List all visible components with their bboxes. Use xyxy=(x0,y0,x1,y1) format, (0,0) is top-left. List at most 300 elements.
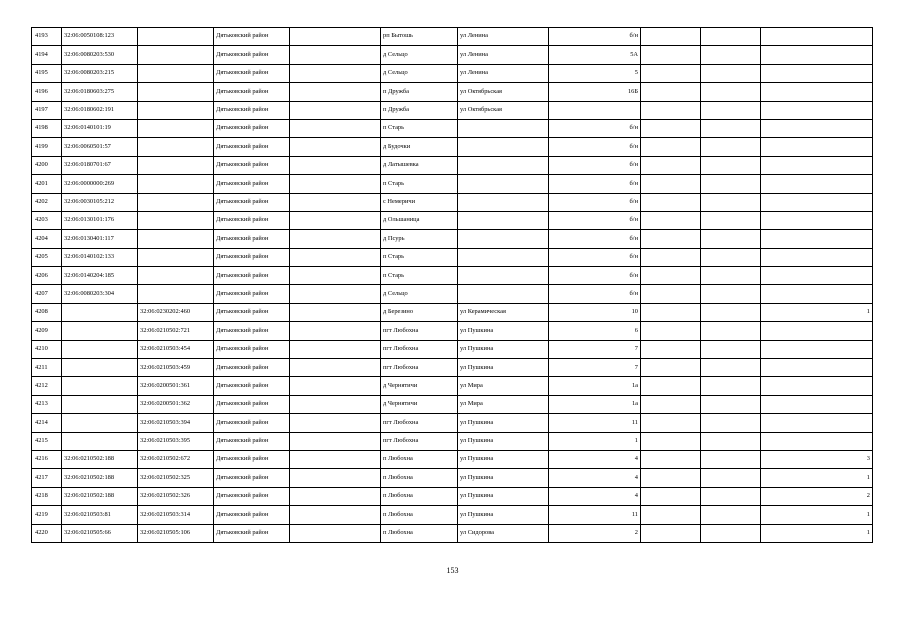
row-number-cell: 4217 xyxy=(32,469,62,487)
street-cell: ул Ленина xyxy=(458,28,549,46)
count-cell xyxy=(761,377,873,395)
row-number-cell: 4213 xyxy=(32,395,62,413)
district-cell: Дятьковский район xyxy=(214,175,290,193)
table-row xyxy=(32,138,873,156)
district-cell: Дятьковский район xyxy=(214,267,290,285)
row-number-cell: 4197 xyxy=(32,101,62,119)
blank-cell-cell xyxy=(641,211,701,229)
cadastral-number-2-cell: 32:06:0210502:672 xyxy=(138,450,214,468)
blank-cell-cell xyxy=(290,340,381,358)
house-number-cell: б/н xyxy=(549,285,641,303)
count-cell xyxy=(761,414,873,432)
count-cell xyxy=(761,248,873,266)
locality-cell: д Сельцо xyxy=(381,285,458,303)
cadastral-number-2-cell: 32:06:0210502:325 xyxy=(138,469,214,487)
cadastral-number-cell: 32:06:0210502:188 xyxy=(62,450,138,468)
registry-table xyxy=(31,27,873,543)
blank-cell-cell xyxy=(290,138,381,156)
cadastral-number-2-cell xyxy=(138,138,214,156)
locality-cell: д Псурь xyxy=(381,230,458,248)
cadastral-number-2-cell xyxy=(138,285,214,303)
house-number-cell: б/н xyxy=(549,119,641,137)
table-row xyxy=(32,119,873,137)
house-number-cell: 11 xyxy=(549,414,641,432)
house-number-cell: 10 xyxy=(549,303,641,321)
locality-cell: д Ольшаница xyxy=(381,211,458,229)
blank-cell-cell xyxy=(701,83,761,101)
cadastral-number-cell: 32:06:0210503:81 xyxy=(62,506,138,524)
row-number-cell: 4195 xyxy=(32,64,62,82)
blank-cell-cell xyxy=(641,28,701,46)
table-row xyxy=(32,359,873,377)
blank-cell-cell xyxy=(701,303,761,321)
street-cell: ул Керамическая xyxy=(458,303,549,321)
table-row xyxy=(32,395,873,413)
blank-cell-cell xyxy=(641,322,701,340)
district-cell: Дятьковский район xyxy=(214,193,290,211)
cadastral-number-cell xyxy=(62,322,138,340)
locality-cell: д Будочки xyxy=(381,138,458,156)
table-row xyxy=(32,248,873,266)
street-cell: ул Пушкина xyxy=(458,359,549,377)
blank-cell-cell xyxy=(701,193,761,211)
row-number-cell: 4198 xyxy=(32,119,62,137)
street-cell xyxy=(458,230,549,248)
blank-cell-cell xyxy=(641,506,701,524)
count-cell xyxy=(761,64,873,82)
house-number-cell xyxy=(549,101,641,119)
blank-cell-cell xyxy=(701,395,761,413)
cadastral-number-cell: 32:06:0060501:57 xyxy=(62,138,138,156)
locality-cell: д Березино xyxy=(381,303,458,321)
blank-cell-cell xyxy=(701,487,761,505)
blank-cell-cell xyxy=(290,487,381,505)
row-number-cell: 4220 xyxy=(32,524,62,542)
blank-cell-cell xyxy=(701,101,761,119)
table-row xyxy=(32,450,873,468)
street-cell xyxy=(458,267,549,285)
blank-cell-cell xyxy=(290,469,381,487)
table-row xyxy=(32,377,873,395)
district-cell: Дятьковский район xyxy=(214,230,290,248)
blank-cell-cell xyxy=(290,193,381,211)
district-cell: Дятьковский район xyxy=(214,83,290,101)
row-number-cell: 4201 xyxy=(32,175,62,193)
count-cell xyxy=(761,395,873,413)
table-row xyxy=(32,175,873,193)
locality-cell: п Любохна xyxy=(381,469,458,487)
blank-cell-cell xyxy=(641,101,701,119)
house-number-cell: б/н xyxy=(549,230,641,248)
blank-cell-cell xyxy=(290,46,381,64)
locality-cell: с Немеричи xyxy=(381,193,458,211)
house-number-cell: б/н xyxy=(549,267,641,285)
cadastral-number-cell: 32:06:0080203:215 xyxy=(62,64,138,82)
cadastral-number-2-cell: 32:06:0210503:394 xyxy=(138,414,214,432)
cadastral-number-2-cell xyxy=(138,175,214,193)
house-number-cell: б/н xyxy=(549,193,641,211)
cadastral-number-2-cell xyxy=(138,248,214,266)
house-number-cell: б/н xyxy=(549,28,641,46)
blank-cell-cell xyxy=(290,28,381,46)
locality-cell: п Дружба xyxy=(381,83,458,101)
house-number-cell: 11 xyxy=(549,506,641,524)
district-cell: Дятьковский район xyxy=(214,395,290,413)
locality-cell: п Старь xyxy=(381,119,458,137)
cadastral-number-2-cell: 32:06:0200501:361 xyxy=(138,377,214,395)
street-cell: ул Мира xyxy=(458,377,549,395)
locality-cell: п Любохна xyxy=(381,524,458,542)
row-number-cell: 4199 xyxy=(32,138,62,156)
cadastral-number-2-cell: 32:06:0210503:454 xyxy=(138,340,214,358)
street-cell xyxy=(458,119,549,137)
blank-cell-cell xyxy=(701,138,761,156)
cadastral-number-cell: 32:06:0180701:67 xyxy=(62,156,138,174)
table-body xyxy=(32,28,873,543)
table-row xyxy=(32,211,873,229)
district-cell: Дятьковский район xyxy=(214,138,290,156)
table-row xyxy=(32,524,873,542)
row-number-cell: 4212 xyxy=(32,377,62,395)
blank-cell-cell xyxy=(701,64,761,82)
blank-cell-cell xyxy=(290,230,381,248)
count-cell xyxy=(761,432,873,450)
count-cell xyxy=(761,119,873,137)
street-cell: ул Пушкина xyxy=(458,506,549,524)
street-cell: ул Октябрьская xyxy=(458,83,549,101)
blank-cell-cell xyxy=(641,450,701,468)
count-cell: 1 xyxy=(761,469,873,487)
district-cell: Дятьковский район xyxy=(214,414,290,432)
count-cell xyxy=(761,156,873,174)
district-cell: Дятьковский район xyxy=(214,303,290,321)
blank-cell-cell xyxy=(290,359,381,377)
house-number-cell: 5 xyxy=(549,64,641,82)
blank-cell-cell xyxy=(701,469,761,487)
locality-cell: пгт Любохна xyxy=(381,432,458,450)
blank-cell-cell xyxy=(290,303,381,321)
table-row xyxy=(32,28,873,46)
cadastral-number-2-cell: 32:06:0210502:721 xyxy=(138,322,214,340)
blank-cell-cell xyxy=(641,46,701,64)
blank-cell-cell xyxy=(641,193,701,211)
table-row xyxy=(32,340,873,358)
cadastral-number-2-cell: 32:06:0200501:362 xyxy=(138,395,214,413)
cadastral-number-cell xyxy=(62,377,138,395)
blank-cell-cell xyxy=(290,377,381,395)
cadastral-number-cell: 32:06:0140101:19 xyxy=(62,119,138,137)
street-cell xyxy=(458,193,549,211)
blank-cell-cell xyxy=(701,175,761,193)
count-cell xyxy=(761,230,873,248)
blank-cell-cell xyxy=(641,303,701,321)
blank-cell-cell xyxy=(290,414,381,432)
locality-cell: п Любохна xyxy=(381,506,458,524)
blank-cell-cell xyxy=(641,83,701,101)
locality-cell: п Любохна xyxy=(381,450,458,468)
house-number-cell: б/н xyxy=(549,248,641,266)
cadastral-number-2-cell xyxy=(138,119,214,137)
house-number-cell: 7 xyxy=(549,340,641,358)
district-cell: Дятьковский район xyxy=(214,524,290,542)
blank-cell-cell xyxy=(290,83,381,101)
cadastral-number-cell: 32:06:0210505:66 xyxy=(62,524,138,542)
blank-cell-cell xyxy=(701,285,761,303)
house-number-cell: 6 xyxy=(549,322,641,340)
row-number-cell: 4209 xyxy=(32,322,62,340)
count-cell xyxy=(761,211,873,229)
locality-cell: д Латышевка xyxy=(381,156,458,174)
row-number-cell: 4218 xyxy=(32,487,62,505)
locality-cell: п Дружба xyxy=(381,101,458,119)
table-row xyxy=(32,46,873,64)
blank-cell-cell xyxy=(290,211,381,229)
cadastral-number-2-cell: 32:06:0210502:326 xyxy=(138,487,214,505)
blank-cell-cell xyxy=(641,248,701,266)
blank-cell-cell xyxy=(701,211,761,229)
house-number-cell: 4 xyxy=(549,450,641,468)
district-cell: Дятьковский район xyxy=(214,28,290,46)
street-cell xyxy=(458,138,549,156)
table-row xyxy=(32,322,873,340)
street-cell: ул Пушкина xyxy=(458,487,549,505)
cadastral-number-2-cell xyxy=(138,193,214,211)
table-row xyxy=(32,230,873,248)
street-cell: ул Пушкина xyxy=(458,340,549,358)
blank-cell-cell xyxy=(290,395,381,413)
blank-cell-cell xyxy=(641,469,701,487)
blank-cell-cell xyxy=(641,230,701,248)
cadastral-number-cell: 32:06:0050108:123 xyxy=(62,28,138,46)
count-cell xyxy=(761,359,873,377)
street-cell: ул Ленина xyxy=(458,46,549,64)
cadastral-number-2-cell xyxy=(138,101,214,119)
table-row xyxy=(32,303,873,321)
blank-cell-cell xyxy=(701,524,761,542)
house-number-cell: б/н xyxy=(549,175,641,193)
district-cell: Дятьковский район xyxy=(214,64,290,82)
blank-cell-cell xyxy=(641,267,701,285)
count-cell xyxy=(761,101,873,119)
cadastral-number-cell: 32:06:0080203:304 xyxy=(62,285,138,303)
count-cell: 1 xyxy=(761,506,873,524)
row-number-cell: 4215 xyxy=(32,432,62,450)
locality-cell: пгт Любохна xyxy=(381,414,458,432)
cadastral-number-cell: 32:06:0210502:188 xyxy=(62,487,138,505)
cadastral-number-2-cell xyxy=(138,64,214,82)
blank-cell-cell xyxy=(641,524,701,542)
house-number-cell: 4 xyxy=(549,469,641,487)
blank-cell-cell xyxy=(701,322,761,340)
house-number-cell: 1а xyxy=(549,395,641,413)
table-row xyxy=(32,432,873,450)
cadastral-number-cell xyxy=(62,359,138,377)
row-number-cell: 4208 xyxy=(32,303,62,321)
blank-cell-cell xyxy=(641,414,701,432)
blank-cell-cell xyxy=(701,28,761,46)
count-cell xyxy=(761,193,873,211)
street-cell xyxy=(458,156,549,174)
blank-cell-cell xyxy=(290,524,381,542)
blank-cell-cell xyxy=(641,156,701,174)
count-cell xyxy=(761,83,873,101)
locality-cell: д Чернятичи xyxy=(381,395,458,413)
cadastral-number-cell xyxy=(62,303,138,321)
blank-cell-cell xyxy=(701,340,761,358)
house-number-cell: 5А xyxy=(549,46,641,64)
cadastral-number-cell: 32:06:0130101:176 xyxy=(62,211,138,229)
cadastral-number-2-cell: 32:06:0210503:314 xyxy=(138,506,214,524)
blank-cell-cell xyxy=(290,156,381,174)
row-number-cell: 4207 xyxy=(32,285,62,303)
table-row xyxy=(32,64,873,82)
district-cell: Дятьковский район xyxy=(214,322,290,340)
blank-cell-cell xyxy=(290,175,381,193)
cadastral-number-cell: 32:06:0210502:188 xyxy=(62,469,138,487)
count-cell xyxy=(761,267,873,285)
district-cell: Дятьковский район xyxy=(214,377,290,395)
table-row xyxy=(32,193,873,211)
house-number-cell: 7 xyxy=(549,359,641,377)
cadastral-number-cell xyxy=(62,414,138,432)
row-number-cell: 4193 xyxy=(32,28,62,46)
blank-cell-cell xyxy=(701,432,761,450)
locality-cell: д Сельцо xyxy=(381,46,458,64)
locality-cell: п Старь xyxy=(381,267,458,285)
blank-cell-cell xyxy=(290,267,381,285)
cadastral-number-cell: 32:06:0030105:212 xyxy=(62,193,138,211)
house-number-cell: 4 xyxy=(549,487,641,505)
district-cell: Дятьковский район xyxy=(214,487,290,505)
house-number-cell: 16Б xyxy=(549,83,641,101)
blank-cell-cell xyxy=(290,119,381,137)
table-row xyxy=(32,285,873,303)
cadastral-number-2-cell: 32:06:0210503:395 xyxy=(138,432,214,450)
locality-cell: пгт Любохна xyxy=(381,359,458,377)
locality-cell: д Сельцо xyxy=(381,64,458,82)
blank-cell-cell xyxy=(701,119,761,137)
table-row xyxy=(32,487,873,505)
cadastral-number-2-cell xyxy=(138,28,214,46)
blank-cell-cell xyxy=(701,156,761,174)
house-number-cell: б/н xyxy=(549,156,641,174)
blank-cell-cell xyxy=(701,506,761,524)
blank-cell-cell xyxy=(641,285,701,303)
blank-cell-cell xyxy=(641,432,701,450)
street-cell: ул Пушкина xyxy=(458,450,549,468)
district-cell: Дятьковский район xyxy=(214,285,290,303)
count-cell: 1 xyxy=(761,524,873,542)
cadastral-number-cell: 32:06:0140204:185 xyxy=(62,267,138,285)
district-cell: Дятьковский район xyxy=(214,119,290,137)
count-cell xyxy=(761,322,873,340)
street-cell: ул Мира xyxy=(458,395,549,413)
cadastral-number-cell: 32:06:0180603:275 xyxy=(62,83,138,101)
blank-cell-cell xyxy=(641,359,701,377)
blank-cell-cell xyxy=(701,377,761,395)
house-number-cell: 1 xyxy=(549,432,641,450)
district-cell: Дятьковский район xyxy=(214,359,290,377)
street-cell xyxy=(458,248,549,266)
house-number-cell: 1а xyxy=(549,377,641,395)
blank-cell-cell xyxy=(290,285,381,303)
district-cell: Дятьковский район xyxy=(214,340,290,358)
cadastral-number-2-cell xyxy=(138,46,214,64)
row-number-cell: 4204 xyxy=(32,230,62,248)
blank-cell-cell xyxy=(701,46,761,64)
row-number-cell: 4210 xyxy=(32,340,62,358)
cadastral-number-cell: 32:06:0080203:530 xyxy=(62,46,138,64)
blank-cell-cell xyxy=(641,377,701,395)
locality-cell: п Старь xyxy=(381,175,458,193)
table-row xyxy=(32,506,873,524)
table-row xyxy=(32,469,873,487)
cadastral-number-2-cell: 32:06:0230202:460 xyxy=(138,303,214,321)
district-cell: Дятьковский район xyxy=(214,506,290,524)
table-row xyxy=(32,414,873,432)
blank-cell-cell xyxy=(641,175,701,193)
street-cell: ул Октябрьская xyxy=(458,101,549,119)
blank-cell-cell xyxy=(701,359,761,377)
locality-cell: п Любохна xyxy=(381,487,458,505)
street-cell: ул Ленина xyxy=(458,64,549,82)
blank-cell-cell xyxy=(290,101,381,119)
locality-cell: п Старь xyxy=(381,248,458,266)
blank-cell-cell xyxy=(641,138,701,156)
cadastral-number-cell xyxy=(62,395,138,413)
cadastral-number-2-cell: 32:06:0210505:106 xyxy=(138,524,214,542)
table-row xyxy=(32,267,873,285)
row-number-cell: 4211 xyxy=(32,359,62,377)
cadastral-number-2-cell xyxy=(138,267,214,285)
cadastral-number-cell: 32:06:0140102:133 xyxy=(62,248,138,266)
row-number-cell: 4206 xyxy=(32,267,62,285)
cadastral-number-2-cell: 32:06:0210503:459 xyxy=(138,359,214,377)
street-cell: ул Пушкина xyxy=(458,469,549,487)
cadastral-number-cell: 32:06:0130401:117 xyxy=(62,230,138,248)
district-cell: Дятьковский район xyxy=(214,450,290,468)
street-cell: ул Пушкина xyxy=(458,432,549,450)
row-number-cell: 4200 xyxy=(32,156,62,174)
blank-cell-cell xyxy=(290,506,381,524)
row-number-cell: 4214 xyxy=(32,414,62,432)
blank-cell-cell xyxy=(701,267,761,285)
district-cell: Дятьковский район xyxy=(214,432,290,450)
count-cell xyxy=(761,285,873,303)
district-cell: Дятьковский район xyxy=(214,211,290,229)
cadastral-number-cell xyxy=(62,432,138,450)
street-cell xyxy=(458,285,549,303)
page-number: 153 xyxy=(446,566,459,575)
blank-cell-cell xyxy=(641,119,701,137)
cadastral-number-2-cell xyxy=(138,156,214,174)
cadastral-number-2-cell xyxy=(138,230,214,248)
blank-cell-cell xyxy=(701,248,761,266)
house-number-cell: б/н xyxy=(549,211,641,229)
row-number-cell: 4196 xyxy=(32,83,62,101)
street-cell xyxy=(458,175,549,193)
row-number-cell: 4194 xyxy=(32,46,62,64)
district-cell: Дятьковский район xyxy=(214,248,290,266)
table-row xyxy=(32,83,873,101)
cadastral-number-2-cell xyxy=(138,83,214,101)
locality-cell: пгт Любохна xyxy=(381,340,458,358)
blank-cell-cell xyxy=(641,64,701,82)
count-cell xyxy=(761,28,873,46)
table-row xyxy=(32,101,873,119)
blank-cell-cell xyxy=(701,414,761,432)
row-number-cell: 4216 xyxy=(32,450,62,468)
